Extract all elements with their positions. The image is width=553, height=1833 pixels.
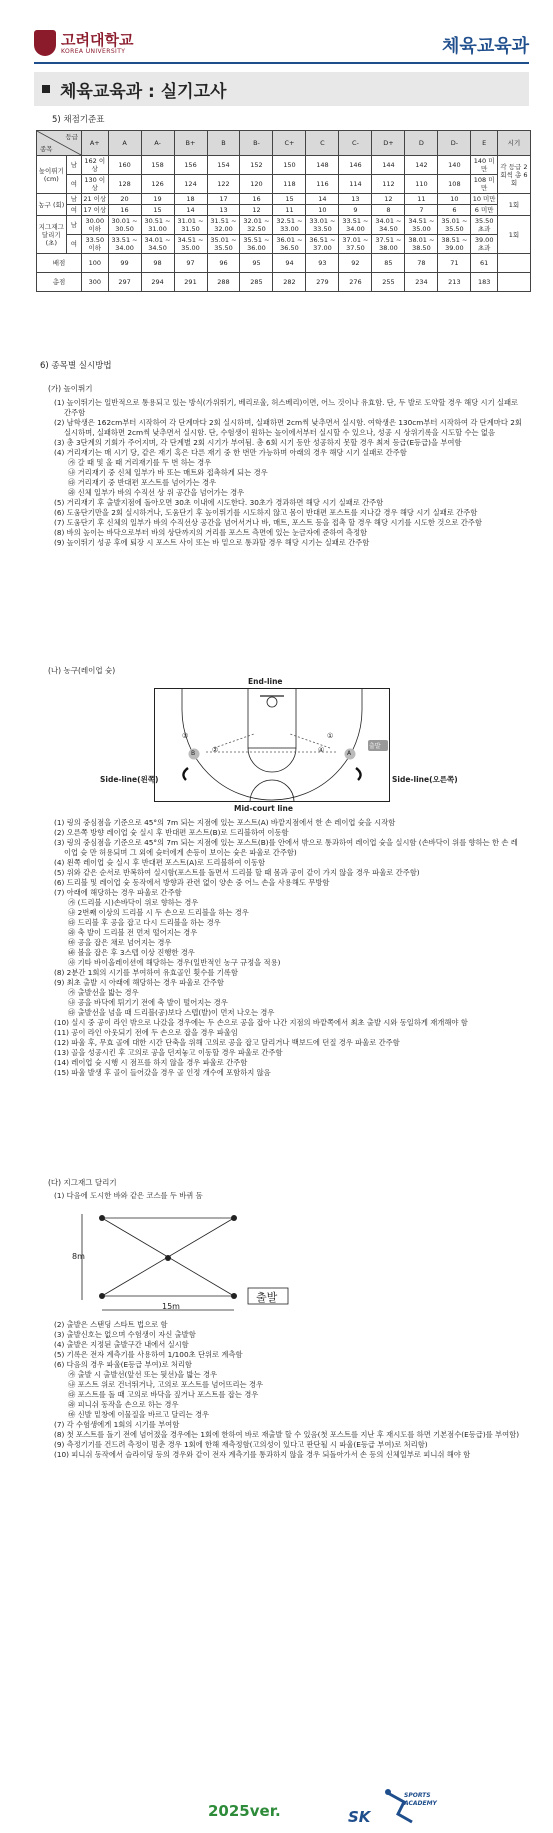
grade-value-cell: 6 미만 bbox=[471, 205, 498, 216]
grade-value-cell: 34.51 ~ 35.00 bbox=[174, 235, 207, 254]
grade-value-cell: 33.01 ~ 33.50 bbox=[306, 216, 339, 235]
university-name-ko: 고려대학교 bbox=[61, 30, 134, 49]
rule-item: (9) 최초 출발 시 아래에 해당하는 경우 파울로 간주함 bbox=[54, 978, 224, 987]
side-line-left-label: Side-line(왼쪽) bbox=[100, 775, 159, 784]
rule-item: (4) 왼쪽 레이업 슛 실시 후 반대편 포스트(A)로 드리블하여 이동함 bbox=[54, 858, 266, 867]
grade-value-cell: 108 bbox=[438, 175, 471, 194]
gender-cell: 여 bbox=[66, 235, 81, 254]
score-row-cell: 93 bbox=[306, 254, 339, 273]
rule-item: (3) 총 3단계의 기회가 주어지며, 각 단계별 2회 시기가 부여됨. 총 6회 시기 동안 성공하지 못할 경우 최저 등급(E등급)을 부여함 bbox=[54, 438, 462, 447]
rule-item: (8) 첫 포스트를 돌기 전에 넘어졌을 경우에는 1회에 한하여 바로 재출발 할 수 있음(첫 포스트를 지난 후 재시도를 하면 기본점수(E등급)를 부여함) bbox=[54, 1430, 520, 1439]
grade-value-cell: 38.01 ~ 38.50 bbox=[405, 235, 438, 254]
grade-value-cell: 160 bbox=[108, 156, 141, 175]
rule-subitem: ㉮ 출발선을 밟는 경우 bbox=[68, 988, 139, 997]
rule-item: (6) 다음의 경우 파울(E등급 부여)로 처리함 bbox=[54, 1360, 192, 1369]
rule-subitem: ㉱ 신체 일부가 바의 수직선 상 위 공간을 넘어가는 경우 bbox=[68, 488, 245, 497]
grade-value-cell: 16 bbox=[108, 205, 141, 216]
event-cell: 높이뛰기 (cm) bbox=[37, 156, 67, 194]
event-cell: 지그재그 달리기 (초) bbox=[37, 216, 67, 254]
rule-subitem: ㉰ 출발선을 넘을 때 드리블(공)보다 스텝(발)이 먼저 나오는 경우 bbox=[68, 1008, 275, 1017]
grade-header: B bbox=[207, 131, 240, 156]
grade-value-cell: 39.00 초과 bbox=[471, 235, 498, 254]
rule-item: (2) 출발은 스탠딩 스타트 법으로 함 bbox=[54, 1320, 168, 1329]
grade-value-cell: 142 bbox=[405, 156, 438, 175]
grade-value-cell: 13 bbox=[207, 205, 240, 216]
total-row-cell: 234 bbox=[405, 273, 438, 292]
version-label: 2025ver. bbox=[208, 1802, 281, 1820]
empty-cell bbox=[497, 273, 530, 292]
rule-subitem: ㉯ 2번째 이상의 드리블 시 두 손으로 드리블을 하는 경우 bbox=[68, 908, 249, 917]
grade-header: C bbox=[306, 131, 339, 156]
total-row-cell: 285 bbox=[240, 273, 273, 292]
grade-value-cell: 108 미만 bbox=[471, 175, 498, 194]
grade-value-cell: 10 미만 bbox=[472, 195, 496, 203]
score-row-cell: 97 bbox=[174, 254, 207, 273]
grade-value-cell: 34.01 ~ 34.50 bbox=[141, 235, 174, 254]
score-row-cell: 95 bbox=[240, 254, 273, 273]
basketball-title: (나) 농구(레이업 슛) bbox=[48, 666, 116, 675]
rule-item: (7) 아래에 해당하는 경우 파울로 간주함 bbox=[54, 888, 182, 897]
rule-item: (2) 남학생은 162cm부터 시작하여 각 단계마다 2회 실시하며, 실패하면 2cm씩 낮추면서 실시함. 여학생은 130cm부터 시작하여 각 단계마다 2회 실시하며, 실패하면 2cm씩 낮추면서 실시함. 단, 수험생이 원하는 높이에서부터 실시할 수 있으나, 성공 시 상위기록을 시도할 수는 없음 bbox=[54, 418, 522, 437]
rule-item: (2) 오른쪽 방향 레이업 슛 실시 후 반대편 포스트(B)로 드리블하여 이동함 bbox=[54, 828, 289, 837]
rule-subitem: ㉯ 포스트 위로 건너뛰거나, 고의로 포스트를 넘어뜨리는 경우 bbox=[68, 1380, 264, 1389]
grade-value-cell: 35.50 초과 bbox=[471, 216, 498, 235]
court-label-a: A bbox=[347, 750, 352, 757]
rule-subitem: ㉯ 거리재기 중 신체 일부가 바 또는 매트와 접촉하게 되는 경우 bbox=[68, 468, 268, 477]
rule-subitem: ㉮ 출발 시 출발선(앞선 또는 뒷선)을 밟는 경우 bbox=[68, 1370, 218, 1379]
rule-item: (1) 링의 중심점을 기준으로 45°의 7m 되는 지점에 있는 포스트(A) 바깥지점에서 한 손 레이업 슛을 시작함 bbox=[54, 818, 396, 827]
high-jump-rules bbox=[54, 398, 524, 548]
grade-value-cell: 146 bbox=[339, 156, 372, 175]
grade-value-cell: 31.51 ~ 32.00 bbox=[207, 216, 240, 235]
rule-item: (4) 거리재기는 매 시기 당, 같은 재기 혹은 다른 재기 중 한 번만 가능하며 아래의 경우 해당 시기 실패로 간주함 bbox=[54, 448, 407, 457]
table-corner-header bbox=[37, 131, 82, 156]
grade-value-cell: 33.50 이하 bbox=[82, 235, 109, 254]
title-bar bbox=[34, 72, 529, 106]
grade-value-cell: 11 bbox=[273, 205, 306, 216]
total-row-cell: 288 bbox=[207, 273, 240, 292]
total-row-cell: 183 bbox=[471, 273, 498, 292]
section-6-title: 6) 종목별 실시방법 bbox=[40, 361, 112, 371]
score-row-label: 배점 bbox=[37, 254, 82, 273]
academy-brand-sub2: ACADEMY bbox=[404, 1800, 437, 1807]
grade-value-cell: 9 bbox=[339, 205, 372, 216]
court-label-n3: ③ bbox=[182, 732, 189, 740]
total-row-label: 총점 bbox=[37, 273, 82, 292]
zigzag-start-label: 출발 bbox=[256, 1291, 278, 1304]
rule-item: (10) 실시 중 공이 라인 밖으로 나갔을 경우에는 두 손으로 공을 잡아 나간 지점의 바깥쪽에서 최초 출발 시와 동일하게 재개해야 함 bbox=[54, 1018, 468, 1027]
gender-cell: 여 bbox=[66, 175, 81, 194]
grade-value-cell: 10 bbox=[306, 205, 339, 216]
grade-value-cell: 140 미만 bbox=[471, 156, 498, 175]
grade-value-cell: 7 bbox=[405, 205, 438, 216]
total-row-cell: 276 bbox=[339, 273, 372, 292]
zigzag-title: (다) 지그재그 달리기 bbox=[48, 1178, 117, 1187]
zigzag-height-label: 8m bbox=[72, 1252, 85, 1261]
grade-value-cell: 120 bbox=[240, 175, 273, 194]
rule-item: (13) 골을 성공시킨 후 고의로 공을 던져놓고 이동할 경우 파울로 간주함 bbox=[54, 1048, 283, 1057]
header-divider bbox=[34, 62, 529, 64]
grade-value-cell: 21 이상 bbox=[83, 195, 107, 203]
rule-item: (7) 도움단기 후 신체의 일부가 바의 수직선상 공간을 넘어서거나 바, 매트, 포스트 등을 접촉 할 경우 해당 시기를 시도한 것으로 간주함 bbox=[54, 518, 482, 527]
event-cell: 농구 (회) bbox=[37, 194, 67, 216]
table-row bbox=[37, 216, 531, 235]
rule-item: (15) 파울 발생 후 골이 들어갔을 경우 골 인정 개수에 포함하지 않음 bbox=[54, 1068, 271, 1077]
table-row bbox=[37, 194, 531, 205]
grade-value-cell: 30.00 이하 bbox=[82, 216, 109, 235]
university-crest-icon bbox=[34, 30, 56, 56]
empty-cell bbox=[497, 254, 530, 273]
table-row bbox=[37, 156, 531, 175]
rule-item: (5) 위와 같은 순서로 반복하여 실시함(포스트를 돌면서 드리블 할 때 몸과 공이 같이 가지 않을 경우 파울로 간주함) bbox=[54, 868, 420, 877]
grade-value-cell: 124 bbox=[174, 175, 207, 194]
grade-value-cell: 30.01 ~ 30.50 bbox=[108, 216, 141, 235]
rule-item: (6) 도움단기만을 2회 실시하거나, 도움단기 후 높이뛰기를 시도하지 않고 몸이 반대편 포스트를 지나갈 경우 해당 시기 실패로 간주함 bbox=[54, 508, 478, 517]
zigzag-rules bbox=[54, 1320, 524, 1460]
grade-value-cell: 18 bbox=[174, 194, 207, 205]
grade-value-cell: 17 이상 bbox=[83, 206, 107, 214]
grade-value-cell: 112 bbox=[372, 175, 405, 194]
grade-value-cell: 16 bbox=[240, 194, 273, 205]
grade-value-cell: 116 bbox=[306, 175, 339, 194]
rule-subitem: ㉰ 포스트를 돌 때 고의로 바닥을 짚거나 포스트를 잡는 경우 bbox=[68, 1390, 259, 1399]
grade-value-cell: 148 bbox=[306, 156, 339, 175]
rule-subitem: ㉰ 드리블 후 공을 잡고 다시 드리블을 하는 경우 bbox=[68, 918, 221, 927]
rule-item: (4) 출발은 지정된 출발구간 내에서 실시함 bbox=[54, 1340, 189, 1349]
score-row-cell: 92 bbox=[339, 254, 372, 273]
total-row-cell: 279 bbox=[306, 273, 339, 292]
total-row-cell: 291 bbox=[174, 273, 207, 292]
grade-value-cell: 33.51 ~ 34.00 bbox=[339, 216, 372, 235]
grade-value-cell: 36.01 ~ 36.50 bbox=[273, 235, 306, 254]
total-row-cell: 297 bbox=[108, 273, 141, 292]
grade-value-cell: 30.51 ~ 31.00 bbox=[141, 216, 174, 235]
score-row-cell: 99 bbox=[108, 254, 141, 273]
rule-item: (7) 각 수험생에게 1회의 시기를 부여함 bbox=[54, 1420, 180, 1429]
grade-value-cell: 15 bbox=[141, 205, 174, 216]
grade-value-cell: 36.51 ~ 37.00 bbox=[306, 235, 339, 254]
grade-value-cell: 156 bbox=[174, 156, 207, 175]
grade-value-cell: 140 bbox=[438, 156, 471, 175]
header-event-label: 종목 bbox=[40, 145, 53, 153]
total-row bbox=[37, 273, 531, 292]
page-title: 체육교육과 : 실기고사 bbox=[60, 81, 227, 102]
rule-item: (8) 바의 높이는 바닥으로부터 바의 상단까지의 거리를 포스트 측면에 있는 눈금자에 준하여 측정함 bbox=[54, 528, 368, 537]
score-row-cell: 78 bbox=[405, 254, 438, 273]
grade-header: B+ bbox=[174, 131, 207, 156]
end-line-label: End-line bbox=[248, 677, 283, 686]
total-row-cell: 300 bbox=[82, 273, 109, 292]
rule-item: (6) 드리블 및 레이업 슛 동작에서 방향과 관련 없이 양손 중 어느 손을 사용해도 무방함 bbox=[54, 878, 330, 887]
rule-subitem: ㉱ 피니쉬 동작을 손으로 하는 경우 bbox=[68, 1400, 179, 1409]
section-5-title: 5) 채점기준표 bbox=[52, 115, 105, 125]
score-row-cell: 61 bbox=[471, 254, 498, 273]
page-header bbox=[0, 0, 553, 62]
court-label-n2: ② bbox=[212, 746, 219, 754]
rule-subitem: ㉮ (드리블 시)손바닥이 위로 향하는 경우 bbox=[68, 898, 199, 907]
department-title: 체육교육과 bbox=[442, 36, 529, 57]
grade-value-cell: 37.51 ~ 38.00 bbox=[372, 235, 405, 254]
academy-brand-short: SK bbox=[348, 1808, 371, 1826]
university-name-en: KOREA UNIVERSITY bbox=[61, 47, 126, 55]
grade-value-cell: 6 bbox=[438, 205, 471, 216]
grade-value-cell: 31.01 ~ 31.50 bbox=[174, 216, 207, 235]
rule-item: (14) 레이업 슛 시행 시 점프를 하지 않을 경우 파울로 간주함 bbox=[54, 1058, 248, 1067]
grade-value-cell: 130 이상 bbox=[82, 175, 109, 194]
times-cell: 1회 bbox=[497, 216, 530, 254]
grade-value-cell: 35.01 ~ 35.50 bbox=[207, 235, 240, 254]
rule-subitem: ㉮ 갈 때 및 올 때 거리재기를 두 번 하는 경우 bbox=[68, 458, 212, 467]
table-row bbox=[37, 235, 531, 254]
times-cell: 1회 bbox=[497, 194, 530, 216]
header-grade-label: 등급 bbox=[65, 133, 78, 141]
grade-header: C+ bbox=[273, 131, 306, 156]
grade-value-cell: 162 이상 bbox=[82, 156, 109, 175]
grade-value-cell: 12 bbox=[372, 194, 405, 205]
grade-header: A- bbox=[141, 131, 174, 156]
table-row bbox=[37, 205, 531, 216]
rule-item: (5) 기록은 전자 계측기를 사용하여 1/100초 단위로 계측함 bbox=[54, 1350, 243, 1359]
rule-item: (11) 공이 라인 아웃되기 전에 두 손으로 잡을 경우 파울임 bbox=[54, 1028, 238, 1037]
grade-value-cell: 35.51 ~ 36.00 bbox=[240, 235, 273, 254]
mid-court-line-label: Mid-court line bbox=[234, 804, 293, 813]
total-row-cell: 213 bbox=[438, 273, 471, 292]
total-row-cell: 255 bbox=[372, 273, 405, 292]
grade-value-cell: 122 bbox=[207, 175, 240, 194]
grade-value-cell: 154 bbox=[207, 156, 240, 175]
rule-subitem: ㉲ 신발 밑창에 이물질을 바르고 달리는 경우 bbox=[68, 1410, 210, 1419]
grade-value-cell: 34.51 ~ 35.00 bbox=[405, 216, 438, 235]
gender-cell: 남 bbox=[66, 156, 81, 175]
basketball-court-diagram bbox=[154, 688, 390, 802]
rule-item: (12) 파울 후, 무효 골에 대한 시간 단축을 위해 고의로 공을 잡고 달리거나 백보드에 던질 경우 파울로 간주함 bbox=[54, 1038, 400, 1047]
academy-logo bbox=[348, 1788, 438, 1828]
rule-item: (9) 높이뛰기 성공 후에 퇴장 시 포스트 사이 또는 바 밑으로 통과할 경우 해당 시기는 실패로 간주함 bbox=[54, 538, 370, 547]
grade-value-cell: 32.51 ~ 33.00 bbox=[273, 216, 306, 235]
grade-value-cell: 150 bbox=[273, 156, 306, 175]
grade-value-cell: 118 bbox=[273, 175, 306, 194]
grade-value-cell: 158 bbox=[141, 156, 174, 175]
rule-subitem: ㉰ 거리재기 중 반대편 포스트를 넘어가는 경우 bbox=[68, 478, 217, 487]
court-start-label: 출발 bbox=[369, 743, 381, 750]
basketball-rules bbox=[54, 818, 524, 1078]
grade-header: E bbox=[471, 131, 498, 156]
grade-value-cell: 17 bbox=[207, 194, 240, 205]
court-label-n1: ① bbox=[327, 732, 334, 740]
grade-value-cell: 11 bbox=[405, 194, 438, 205]
grade-header: A bbox=[108, 131, 141, 156]
grade-value-cell: 13 bbox=[339, 194, 372, 205]
gender-cell: 남 bbox=[66, 194, 81, 205]
grade-header: D+ bbox=[372, 131, 405, 156]
grade-value-cell: 8 bbox=[372, 205, 405, 216]
score-row bbox=[37, 254, 531, 273]
grade-value-cell: 20 bbox=[108, 194, 141, 205]
grade-value-cell: 110 bbox=[405, 175, 438, 194]
rule-item: (3) 출발신호는 없으며 수험생이 자신 출발함 bbox=[54, 1330, 196, 1339]
table-row bbox=[37, 175, 531, 194]
grade-header: A+ bbox=[82, 131, 109, 156]
zigzag-intro: (1) 다음에 도시한 바와 같은 코스를 두 바퀴 돔 bbox=[54, 1191, 203, 1200]
score-row-cell: 100 bbox=[82, 254, 109, 273]
grade-value-cell: 14 bbox=[174, 205, 207, 216]
grade-header: D bbox=[405, 131, 438, 156]
academy-brand-sub1: SPORTS bbox=[404, 1792, 431, 1799]
grade-value-cell: 32.01 ~ 32.50 bbox=[240, 216, 273, 235]
score-row-cell: 94 bbox=[273, 254, 306, 273]
grade-value-cell: 34.01 ~ 34.50 bbox=[372, 216, 405, 235]
bullet-square-icon bbox=[42, 85, 50, 93]
rule-subitem: ㉯ 공을 바닥에 튀기기 전에 축 발이 떨어지는 경우 bbox=[68, 998, 228, 1007]
rule-item: (3) 링의 중심점을 기준으로 45°의 7m 되는 지점에 있는 포스트(B)를 안에서 밖으로 통과하여 레이업 슛을 실시함 (손바닥이 위를 향하는 한 손 레이업 슛 만 허용되며 그 외에 슛터에게 손등이 보이는 슛은 파울로 간주함) bbox=[54, 838, 518, 857]
grade-value-cell: 126 bbox=[141, 175, 174, 194]
rule-item: (10) 피니쉬 동작에서 슬라이딩 등의 경우와 같이 전자 계측기를 통과하지 않을 경우 되돌아가서 손 등의 신체일부로 피니쉬 해야 함 bbox=[54, 1450, 471, 1459]
total-row-cell: 294 bbox=[141, 273, 174, 292]
zigzag-width-label: 15m bbox=[162, 1302, 180, 1311]
rule-item: (8) 2분간 1회의 시기를 부여하여 유효골인 횟수를 기록함 bbox=[54, 968, 238, 977]
grade-value-cell: 114 bbox=[339, 175, 372, 194]
grade-value-cell: 128 bbox=[108, 175, 141, 194]
grade-value-cell: 10 bbox=[438, 194, 471, 205]
grade-value-cell: 152 bbox=[240, 156, 273, 175]
score-row-cell: 71 bbox=[438, 254, 471, 273]
grade-value-cell: 15 bbox=[273, 194, 306, 205]
grade-value-cell: 37.01 ~ 37.50 bbox=[339, 235, 372, 254]
score-row-cell: 96 bbox=[207, 254, 240, 273]
rule-item: (9) 측정기기를 건드려 측정이 멈춘 경우 1회에 한해 재측정함(고의성이 있다고 판단될 시 파울(E등급 부여)로 처리함) bbox=[54, 1440, 428, 1449]
grade-value-cell: 14 bbox=[306, 194, 339, 205]
grade-value-cell: 35.01 ~ 35.50 bbox=[438, 216, 471, 235]
grade-value-cell: 19 bbox=[141, 194, 174, 205]
grade-header: B- bbox=[240, 131, 273, 156]
total-row-cell: 282 bbox=[273, 273, 306, 292]
grading-table bbox=[36, 130, 531, 292]
side-line-right-label: Side-line(오른쪽) bbox=[392, 775, 458, 784]
court-label-n4: ④ bbox=[318, 746, 325, 754]
times-header: 시기 bbox=[497, 131, 530, 156]
score-row-cell: 85 bbox=[372, 254, 405, 273]
court-label-b: B bbox=[191, 750, 196, 757]
rule-subitem: ㉴ 기타 바이올레이션에 해당하는 경우(일반적인 농구 규정을 적용) bbox=[68, 958, 281, 967]
high-jump-title: (가) 높이뛰기 bbox=[48, 384, 93, 393]
rule-subitem: ㉱ 축 발이 드리블 전 먼저 떨어지는 경우 bbox=[68, 928, 198, 937]
grade-value-cell: 33.51 ~ 34.00 bbox=[108, 235, 141, 254]
rule-subitem: ㉳ 볼을 잡은 후 3스텝 이상 진행한 경우 bbox=[68, 948, 195, 957]
grade-value-cell: 144 bbox=[372, 156, 405, 175]
grade-value-cell: 12 bbox=[240, 205, 273, 216]
gender-cell: 남 bbox=[66, 216, 81, 235]
times-cell: 각 등급 2회씩 총 6회 bbox=[497, 156, 530, 194]
grade-header: C- bbox=[339, 131, 372, 156]
grade-value-cell: 38.51 ~ 39.00 bbox=[438, 235, 471, 254]
score-row-cell: 98 bbox=[141, 254, 174, 273]
rule-subitem: ㉲ 공을 잡은 채로 넘어지는 경우 bbox=[68, 938, 172, 947]
rule-item: (1) 높이뛰기는 일반적으로 통용되고 있는 방식(가위뛰기, 베리로울, 허스베리)이면, 어느 것이나 유효함. 단, 두 발로 도약할 경우 해당 시기 실패로 간주함 bbox=[54, 398, 519, 417]
rule-item: (5) 거리재기 후 출발지점에 돌아오면 30초 이내에 시도한다. 30초가 경과하면 해당 시기 실패로 간주함 bbox=[54, 498, 384, 507]
gender-cell: 여 bbox=[66, 205, 81, 216]
university-logo bbox=[34, 30, 133, 56]
grade-header: D- bbox=[438, 131, 471, 156]
